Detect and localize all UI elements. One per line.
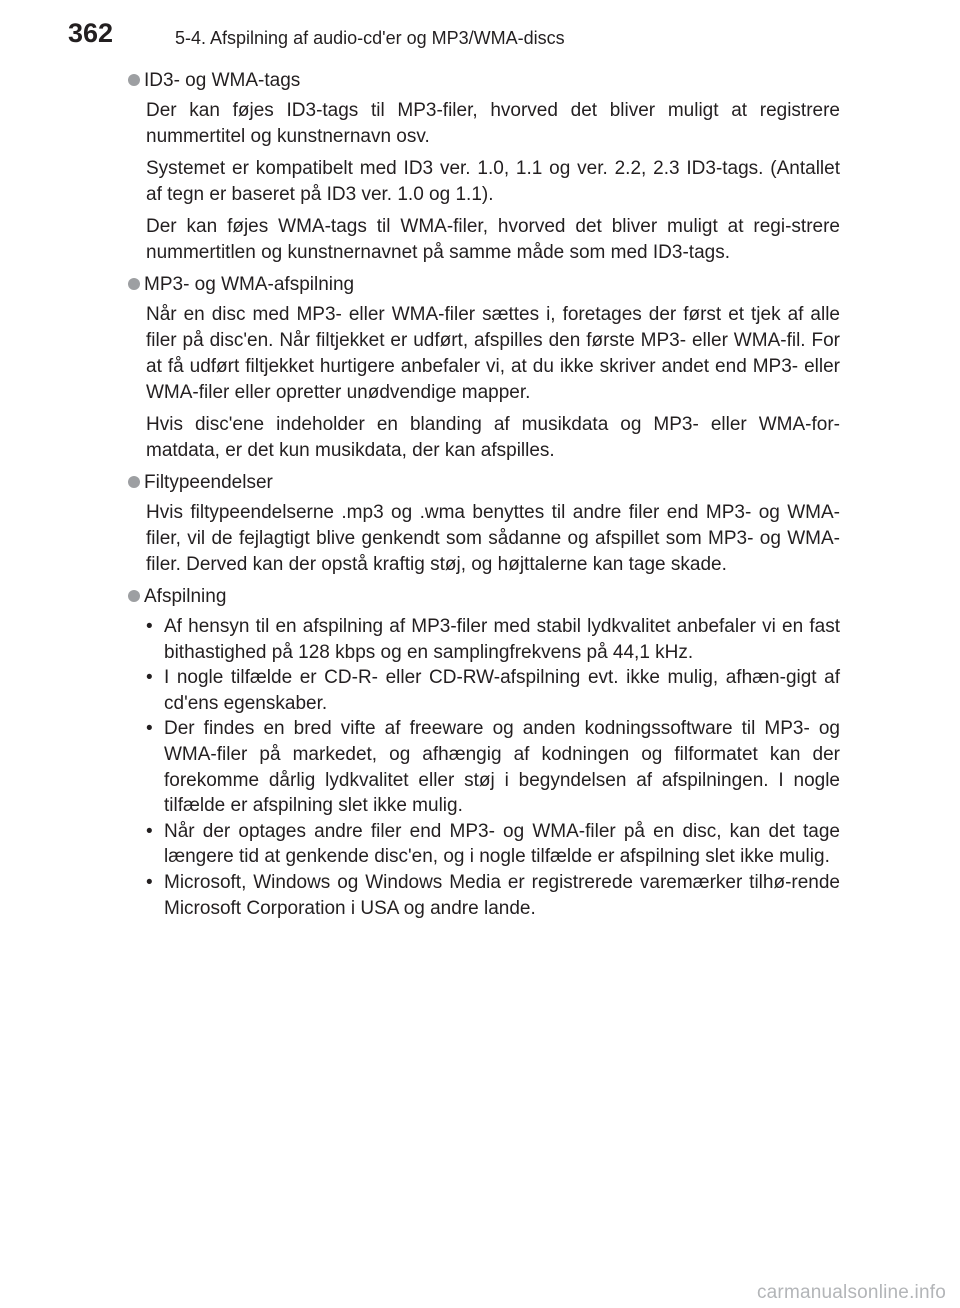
list-item [146,819,840,870]
section-id3-wma-tags [128,68,840,266]
section-heading-text: Afspilning [144,586,227,607]
list-item [146,665,840,716]
page-header [0,0,960,56]
section-heading [128,68,840,94]
list-item-text: Af hensyn til en afspilning af MP3-filer med stabil lydkvalitet anbefaler vi en fast bithastighed på 128 kbps og en samplingfrekvens på 44,1 kHz. [164,616,840,663]
paragraph: Hvis disc'ene indeholder en blanding af musikdata og MP3- eller WMA-for-matdata, er det kun musikdata, der kan afspilles. [146,414,840,461]
section-heading-text: Filtypeendelser [144,472,273,493]
bullet-mark-icon: • [146,820,153,842]
paragraph: Der kan føjes WMA-tags til WMA-filer, hvorved det bliver muligt at regi-strere nummertitlen og kunstnernavnet på samme måde som med ID3-tags. [146,216,840,263]
page-content [128,68,840,927]
bullet-dot-icon [128,590,140,602]
page-number: 362 [68,18,114,48]
section-title: 5-4. Afspilning af audio-cd'er og MP3/WMA-discs [175,28,565,48]
section-heading [128,470,840,496]
bullet-mark-icon: • [146,871,153,893]
section-heading [128,584,840,610]
list-item [146,716,840,818]
bullet-mark-icon: • [146,616,153,637]
paragraph: Hvis filtypeendelserne .mp3 og .wma benyttes til andre filer end MP3- og WMA-filer, vil de fejlagtigt blive genkendt som sådanne og afspillet som MP3- og WMA-filer. Derved kan der opstå kraftig støj, og højttalerne kan tage skade. [146,502,840,575]
list-item-text: Microsoft, Windows og Windows Media er registrerede varemærker tilhø-rende Microsoft Corporation i USA og andre lande. [164,871,840,919]
section-file-extensions [128,470,840,578]
paragraph: Der kan føjes ID3-tags til MP3-filer, hvorved det bliver muligt at registrere nummertitel og kunstnernavn osv. [146,100,840,147]
section-heading-text: MP3- og WMA-afspilning [144,274,355,295]
bullet-dot-icon [128,278,140,290]
bullet-dot-icon [128,476,140,488]
list-item [146,614,840,665]
paragraph: Systemet er kompatibelt med ID3 ver. 1.0, 1.1 og ver. 2.2, 2.3 ID3-tags. (Antallet af tegn er baseret på ID3 ver. 1.0 og 1.1). [146,158,840,205]
list-item-text: Der findes en bred vifte af freeware og anden kodningssoftware til MP3- og WMA-filer på markedet, og afhængig af kodningen og filformatet kan der forekomme dårlig lydkvalitet eller støj i begyndelsen af afspilningen. I nogle tilfælde er afspilning slet ikke mulig. [164,718,840,817]
section-heading [128,272,840,298]
section-mp3-wma-playback [128,272,840,464]
bullet-dot-icon [128,74,140,86]
list-item [146,870,840,921]
section-heading-text: ID3- og WMA-tags [144,70,301,91]
watermark-logo[interactable]: carmanualsonline.info [756,1282,946,1303]
bullet-mark-icon: • [146,718,153,740]
paragraph: Når en disc med MP3- eller WMA-filer sættes i, foretages der først et tjek af alle filer på disc'en. Når filtjekket er udført, afspilles den første MP3- eller WMA-fil. For at få udført filtjekket hurtigere anbefaler vi, at du ikke skriver andet end MP3- eller WMA-filer eller opretter unødvendige mapper. [146,304,840,403]
section-playback [128,584,840,921]
bullet-mark-icon: • [146,667,153,689]
list-item-text: I nogle tilfælde er CD-R- eller CD-RW-afspilning evt. ikke mulig, afhæn-gigt af cd'ens egenskaber. [164,667,840,714]
list-item-text: Når der optages andre filer end MP3- og WMA-filer på en disc, kan det tage længere tid at genkende disc'en, og i nogle tilfælde er afspilning slet ikke mulig. [164,820,840,868]
bullet-list [128,614,840,921]
